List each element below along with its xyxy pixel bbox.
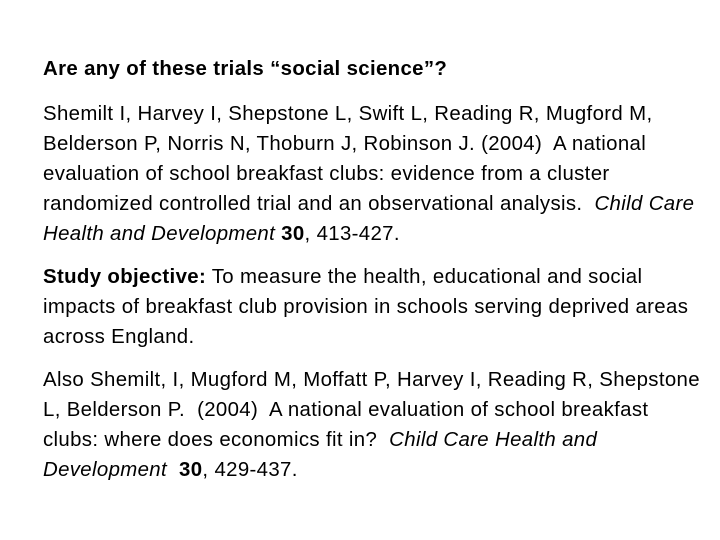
citation-1 <box>43 99 703 249</box>
citation-2-title: A national evaluation of school breakfast clubs: where does economics fit in? <box>43 399 649 451</box>
citation-1-title: A national evaluation of school breakfast clubs: evidence from a cluster randomized controlled trial and an observational analysis. <box>43 133 647 215</box>
study-objective-text: To measure the health, educational and social impacts of breakfast club provision in schools serving deprived areas across England. <box>43 266 689 348</box>
slide-heading: Are any of these trials “social science”? <box>43 58 448 80</box>
citation-1-year: (2004) <box>481 133 543 155</box>
citation-2-prefix: Also Shemilt, I, Mugford M, Moffatt P, Harvey I, Reading R, Shepstone L, Belderson P. <box>43 369 700 421</box>
study-objective <box>43 262 703 352</box>
study-objective-label: Study objective: <box>43 266 207 288</box>
citation-2-volume: 30 <box>179 459 203 481</box>
citation-1-authors: Shemilt I, Harvey I, Shepstone L, Swift L, Reading R, Mugford M, Belderson P, Norris N, Thoburn J, Robinson J. <box>43 103 653 155</box>
citation-2 <box>43 365 703 485</box>
citation-1-pages: , 413-427. <box>304 223 400 245</box>
citation-1-journal: Child Care Health and Development <box>43 193 695 245</box>
citation-1-volume: 30 <box>281 223 305 245</box>
citation-2-year: (2004) <box>197 399 259 421</box>
slide-content <box>43 54 703 485</box>
citation-2-pages: , 429-437. <box>202 459 298 481</box>
citation-2-journal: Child Care Health and Development <box>43 429 598 481</box>
